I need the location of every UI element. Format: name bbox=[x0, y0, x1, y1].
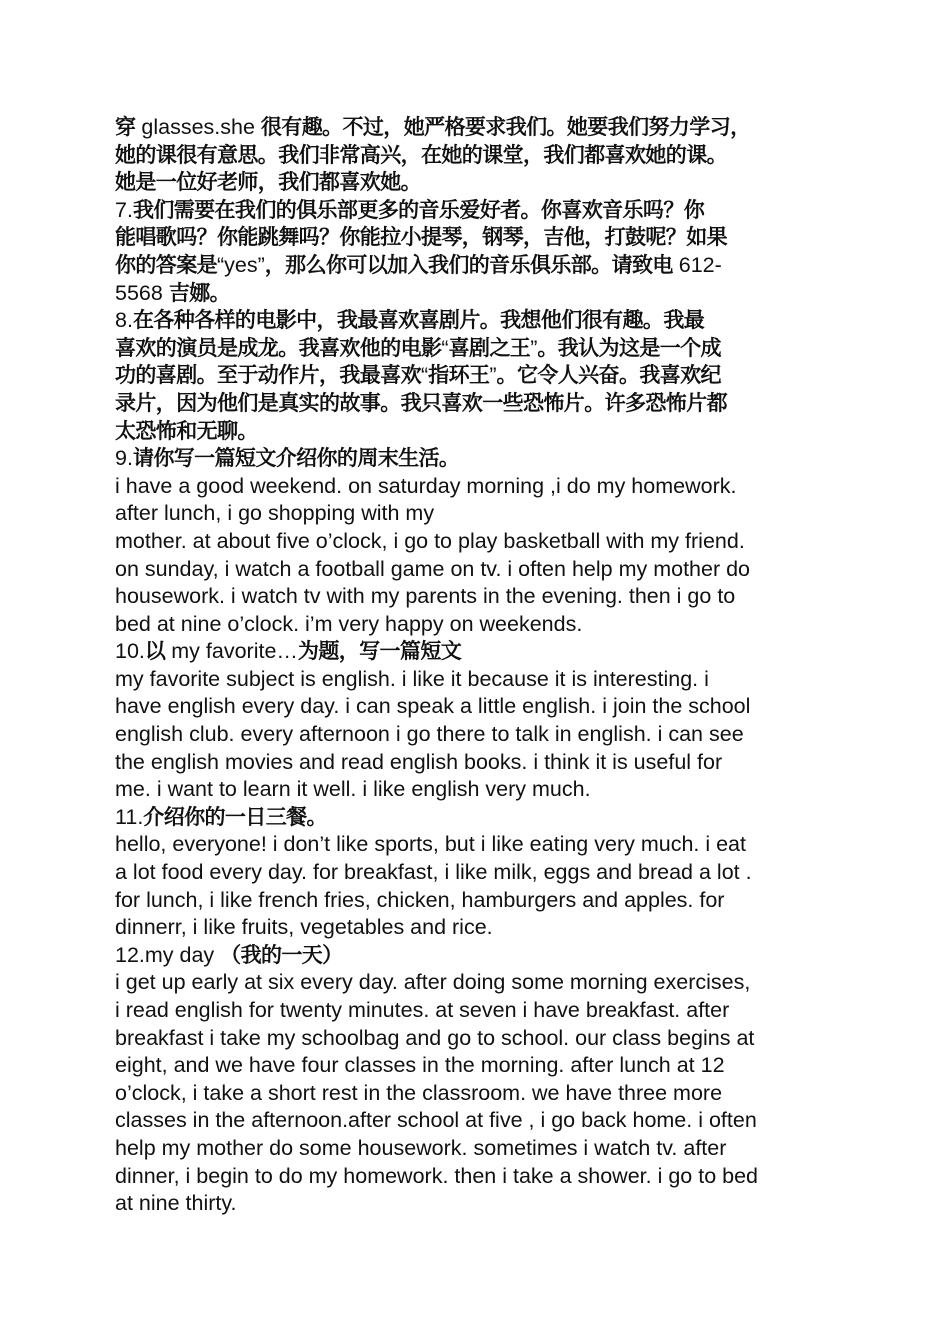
text-run: 以 bbox=[144, 639, 166, 664]
text-run: “ bbox=[421, 363, 429, 388]
text-run: for lunch, i like french fries, chicken, hamburgers and apples. for bbox=[115, 887, 725, 912]
text-run: 11. bbox=[115, 804, 144, 829]
text-run: glasses.she bbox=[135, 115, 261, 139]
text-run: 介绍你的一日三餐。 bbox=[143, 804, 327, 829]
text-run: i get up early at six every day. after doing some morning exercises, bbox=[115, 970, 751, 995]
text-line bbox=[115, 1163, 837, 1191]
text-run: 10. bbox=[115, 639, 145, 664]
text-line bbox=[115, 583, 837, 611]
text-line bbox=[115, 390, 837, 418]
text-line bbox=[115, 362, 837, 390]
text-run: 12.my day bbox=[115, 942, 221, 967]
text-run: 录片，因为他们是真实的故事。我只喜欢一些恐怖片。许多恐怖片都 bbox=[115, 390, 727, 415]
text-run: 7. bbox=[115, 197, 133, 222]
text-run: 请你写一篇短文介绍你的周末生活。 bbox=[132, 446, 460, 471]
text-run: 吉娜。 bbox=[168, 280, 231, 305]
text-run: housework. i watch tv with my parents in the evening. then i go to bbox=[115, 584, 736, 609]
text-line bbox=[115, 693, 837, 721]
text-line bbox=[115, 280, 837, 308]
text-run: my favorite subject is english. i like it because it is interesting. i bbox=[115, 666, 709, 691]
text-line bbox=[115, 335, 837, 363]
section-heading-10 bbox=[115, 638, 837, 666]
section-heading-9 bbox=[115, 445, 837, 473]
text-run: 功的喜剧。至于动作片，我最喜欢 bbox=[115, 363, 421, 388]
text-line bbox=[115, 169, 837, 197]
text-line bbox=[115, 528, 837, 556]
text-run: after lunch, i go shopping with my bbox=[115, 501, 435, 526]
text-run: mother. at about five o’clock, i go to play basketball with my friend. bbox=[115, 528, 745, 553]
text-line bbox=[115, 114, 837, 142]
text-line bbox=[115, 1080, 837, 1108]
text-line bbox=[115, 776, 837, 804]
text-run: i have a good weekend. on saturday morning ,i do my homework. bbox=[115, 473, 737, 498]
text-run: 为题，写一篇短文 bbox=[297, 639, 462, 664]
text-line bbox=[115, 749, 837, 777]
text-run: 5568 bbox=[115, 280, 169, 305]
text-line bbox=[115, 859, 837, 887]
text-line bbox=[115, 887, 837, 915]
text-run: 太恐怖和无聊。 bbox=[115, 418, 258, 443]
text-run: hello, everyone! i don’t like sports, but i like eating very much. i eat bbox=[115, 832, 746, 857]
section-heading-8 bbox=[115, 307, 837, 335]
text-line bbox=[115, 1107, 837, 1135]
text-line bbox=[115, 721, 837, 749]
section-heading-12 bbox=[115, 942, 837, 970]
text-run: english club. every afternoon i go there to talk in english. i can see bbox=[115, 722, 744, 747]
text-line bbox=[115, 1025, 837, 1053]
text-run: me. i want to learn it well. i like english very much. bbox=[115, 777, 591, 802]
text-line bbox=[115, 1190, 837, 1218]
text-run: dinner, i begin to do my homework. then i take a shower. i go to bed bbox=[115, 1163, 758, 1188]
text-run: on sunday, i watch a football game on tv. i often help my mother do bbox=[115, 556, 751, 581]
text-run: my favorite… bbox=[165, 639, 298, 664]
text-line bbox=[115, 831, 837, 859]
text-line bbox=[115, 473, 837, 501]
text-run: 。我认为这是一个成 bbox=[537, 335, 721, 360]
text-run: 。它令人兴奋。我喜欢纪 bbox=[496, 363, 721, 388]
text-run: 在各种各样的电影中，我最喜欢喜剧片。我想他们很有趣。我最 bbox=[132, 308, 705, 333]
text-line bbox=[115, 224, 837, 252]
text-run: 指环王 bbox=[428, 363, 490, 388]
text-run: 喜欢的演员是成龙。我喜欢他的电影 bbox=[115, 335, 442, 360]
text-run: 能唱歌吗？你能跳舞吗？你能拉小提琴，钢琴，吉他，打鼓呢？如果 bbox=[115, 225, 727, 250]
text-run: 612- bbox=[672, 252, 722, 277]
text-run: 她是一位好老师，我们都喜欢她。 bbox=[115, 170, 421, 195]
text-line bbox=[115, 1135, 837, 1163]
text-line bbox=[115, 252, 837, 280]
text-run: classes in the afternoon.after school at five , i go back home. i often bbox=[115, 1108, 757, 1133]
document-body bbox=[115, 114, 837, 1218]
section-heading-11 bbox=[115, 804, 837, 832]
section-heading-7 bbox=[115, 197, 837, 225]
text-run: 她的课很有意思。我们非常高兴，在她的课堂，我们都喜欢她的课。 bbox=[115, 142, 727, 167]
text-run: 很有趣。不过，她严格要求我们。她要我们努力学习， bbox=[260, 115, 751, 139]
text-run: o’clock, i take a short rest in the classroom. we have three more bbox=[115, 1080, 723, 1105]
text-run: 8. bbox=[115, 308, 133, 333]
text-run: 9. bbox=[115, 446, 133, 471]
text-line bbox=[115, 914, 837, 942]
text-run: eight, and we have four classes in the morning. after lunch at 12 bbox=[115, 1053, 725, 1078]
text-run: have english every day. i can speak a little english. i join the school bbox=[115, 694, 751, 719]
text-run: ，那么你可以加入我们的音乐俱乐部。请致电 bbox=[264, 252, 673, 277]
text-run: the english movies and read english books. i think it is useful for bbox=[115, 749, 723, 774]
text-run: “ bbox=[441, 335, 449, 360]
text-line bbox=[115, 418, 837, 446]
text-run: 喜剧之王 bbox=[448, 335, 531, 360]
text-line bbox=[115, 500, 837, 528]
text-run: 我们需要在我们的俱乐部更多的音乐爱好者。你喜欢音乐吗？你 bbox=[132, 197, 705, 222]
text-line bbox=[115, 611, 837, 639]
text-run: （我的一天） bbox=[220, 942, 343, 967]
text-line bbox=[115, 1052, 837, 1080]
text-run: help my mother do some housework. sometimes i watch tv. after bbox=[115, 1135, 727, 1160]
text-run: 你的答案是 bbox=[115, 252, 217, 277]
text-run: breakfast i take my schoolbag and go to school. our class begins at bbox=[115, 1025, 755, 1050]
text-line bbox=[115, 556, 837, 584]
text-line bbox=[115, 997, 837, 1025]
text-run: “yes” bbox=[217, 252, 265, 277]
text-run: ” bbox=[489, 363, 497, 388]
text-line bbox=[115, 666, 837, 694]
text-run: i read english for twenty minutes. at seven i have breakfast. after bbox=[115, 998, 730, 1022]
text-run: bed at nine o’clock. i’m very happy on weekends. bbox=[115, 611, 583, 636]
text-line bbox=[115, 142, 837, 170]
text-line bbox=[115, 969, 837, 997]
text-run: at nine thirty. bbox=[115, 1191, 237, 1216]
text-run: a lot food every day. for breakfast, i like milk, eggs and bread a lot . bbox=[115, 860, 752, 885]
text-run: dinnerr, i like fruits, vegetables and rice. bbox=[115, 915, 493, 940]
text-run: ” bbox=[530, 335, 538, 360]
text-run: 穿 bbox=[115, 115, 136, 139]
